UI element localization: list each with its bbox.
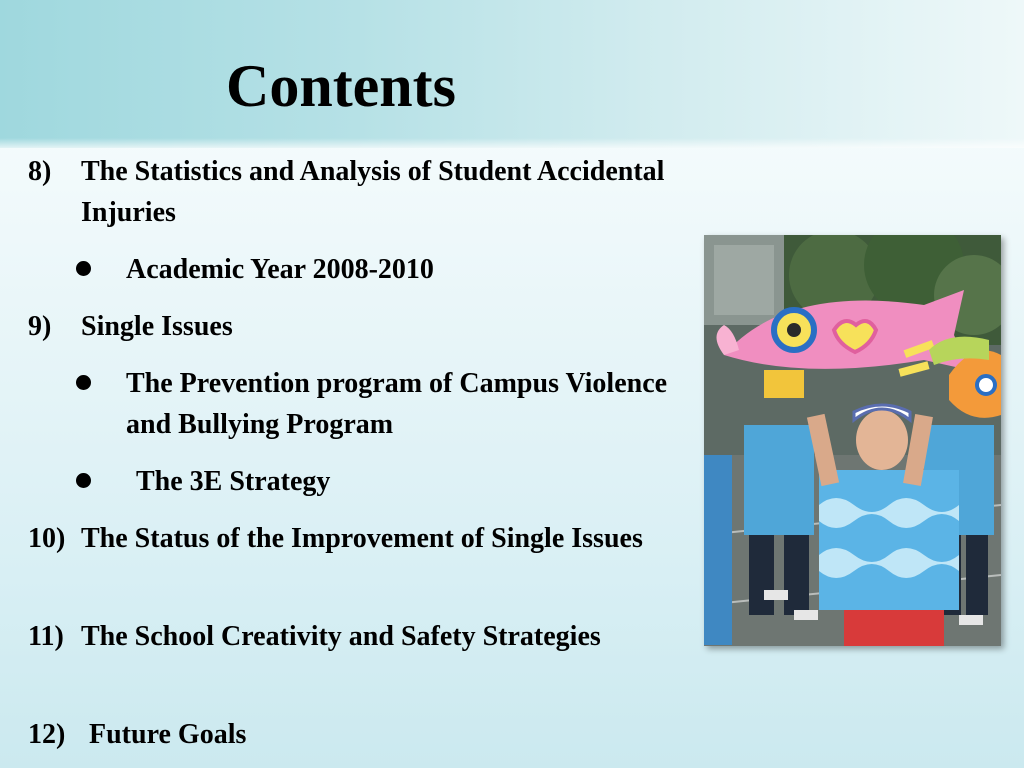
subitem-text: Academic Year 2008-2010 xyxy=(126,254,434,285)
subitem-text: The Prevention program of Campus Violence and Bullying Program xyxy=(126,368,668,440)
title-band xyxy=(0,0,1024,148)
item-text: Single Issues xyxy=(81,311,233,342)
item-text: The Status of the Improvement of Single Issues xyxy=(81,523,643,554)
bullet-icon xyxy=(76,473,91,488)
item-number: 10) xyxy=(28,523,66,554)
item-text: The Statistics and Analysis of Student Accidental Injuries xyxy=(81,156,665,228)
item-text: Future Goals xyxy=(89,719,247,750)
photo-illustration xyxy=(704,235,1001,646)
slide-title: Contents xyxy=(226,53,457,119)
bullet-icon xyxy=(76,261,91,276)
item-number: 12) xyxy=(28,719,66,750)
photo xyxy=(704,235,1001,646)
item-number: 8) xyxy=(28,156,52,187)
item-number: 11) xyxy=(28,621,64,652)
item-number: 9) xyxy=(28,311,52,342)
subitem-text: The 3E Strategy xyxy=(136,466,331,497)
item-text: The School Creativity and Safety Strategies xyxy=(81,621,601,652)
bullet-icon xyxy=(76,375,91,390)
